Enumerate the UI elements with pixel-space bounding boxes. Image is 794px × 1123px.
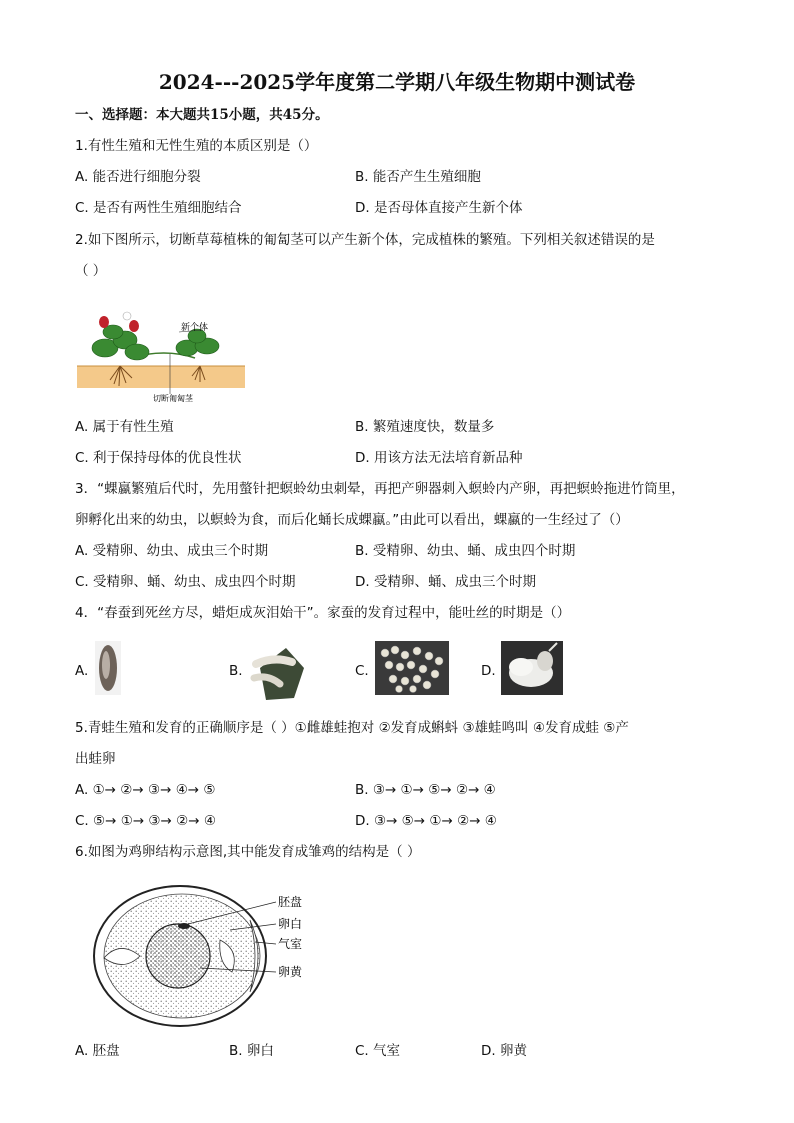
q3-stem-line1: 3．“蜾蠃繁殖后代时，先用螫针把螟蛉幼虫刺晕，再把产卵器刺入螟蛉内产卵，再把螟蛉拖进竹筒里， — [75, 481, 685, 497]
q3-option-c: C. 受精卵、蛹、幼虫、成虫四个时期 — [75, 574, 296, 590]
silkworm-pupa-cocoons-image — [375, 641, 449, 695]
q6-option-d: D. 卵黄 — [481, 1043, 527, 1059]
q3-option-a: A. 受精卵、幼虫、成虫三个时期 — [75, 543, 269, 559]
section-heading: 一、选择题：本大题共15小题，共45分。 — [75, 107, 329, 123]
silkworm-moth-image — [501, 641, 563, 695]
strawberry-runner-illustration — [75, 308, 250, 403]
q5-option-c: C. ⑤→ ①→ ③→ ②→ ④ — [75, 813, 216, 829]
label-cut-runner: 切断匍匐茎 — [153, 394, 193, 403]
q5-option-a: A. ①→ ②→ ③→ ④→ ⑤ — [75, 782, 216, 798]
q6-option-c: C. 气室 — [355, 1043, 401, 1059]
q5-stem-line1: 5.青蛙生殖和发育的正确顺序是（ ）①雌雄蛙抱对 ②发育成蝌蚪 ③雄蛙鸣叫 ④发育成蛙 ⑤产 — [75, 720, 629, 736]
q6-stem: 6.如图为鸡卵结构示意图,其中能发育成雏鸡的结构是（ ） — [75, 844, 421, 860]
page-title: 2024---2025学年度第二学期八年级生物期中测试卷 — [158, 70, 636, 94]
q3-option-b: B. 受精卵、幼虫、蛹、成虫四个时期 — [355, 543, 576, 559]
q4-option-c: C. — [355, 663, 369, 679]
q1-option-b: B. 能否产生生殖细胞 — [355, 169, 481, 185]
q3-stem-line2: 卵孵化出来的幼虫，以螟蛉为食，而后化蛹长成蜾蠃。”由此可以看出，蜾蠃的一生经过了（） — [75, 512, 629, 528]
q1-option-c: C. 是否有两性生殖细胞结合 — [75, 200, 242, 216]
q2-stem-line1: 2.如下图所示，切断草莓植株的匍匐茎可以产生新个体，完成植株的繁殖。下列相关叙述错误的是 — [75, 232, 655, 248]
q4-option-a: A. — [75, 663, 89, 679]
q2-option-b: B. 繁殖速度快，数量多 — [355, 419, 495, 435]
label-albumen: 卵白 — [278, 917, 303, 931]
q6-option-a: A. 胚盘 — [75, 1043, 120, 1059]
q2-option-d: D. 用该方法无法培育新品种 — [355, 450, 523, 466]
q1-option-a: A. 能否进行细胞分裂 — [75, 169, 201, 185]
silkworm-egg-image — [95, 641, 121, 695]
q6-option-b: B. 卵白 — [229, 1043, 274, 1059]
q4-stem: 4．“春蚕到死丝方尽，蜡炬成灰泪始干”。家蚕的发育过程中，能吐丝的时期是（） — [75, 605, 571, 621]
chicken-egg-structure-diagram — [90, 880, 330, 1030]
q4-option-b: B. — [229, 663, 243, 679]
label-air-cell: 气室 — [278, 937, 303, 951]
q2-stem-line2: （ ） — [75, 263, 107, 279]
q2-option-a: A. 属于有性生殖 — [75, 419, 174, 435]
label-new-individual: 新个体 — [181, 323, 209, 333]
q5-option-d: D. ③→ ⑤→ ①→ ②→ ④ — [355, 813, 497, 829]
silkworm-larva-image — [246, 638, 308, 704]
q1-stem: 1.有性生殖和无性生殖的本质区别是（） — [75, 138, 318, 154]
q5-stem-line2: 出蛙卵 — [75, 751, 116, 767]
label-yolk: 卵黄 — [278, 965, 303, 979]
q3-option-d: D. 受精卵、蛹、成虫三个时期 — [355, 574, 536, 590]
label-blastodisc: 胚盘 — [278, 895, 303, 909]
q4-option-d: D. — [481, 663, 496, 679]
q1-option-d: D. 是否母体直接产生新个体 — [355, 200, 523, 216]
q2-option-c: C. 利于保持母体的优良性状 — [75, 450, 242, 466]
q5-option-b: B. ③→ ①→ ⑤→ ②→ ④ — [355, 782, 496, 798]
